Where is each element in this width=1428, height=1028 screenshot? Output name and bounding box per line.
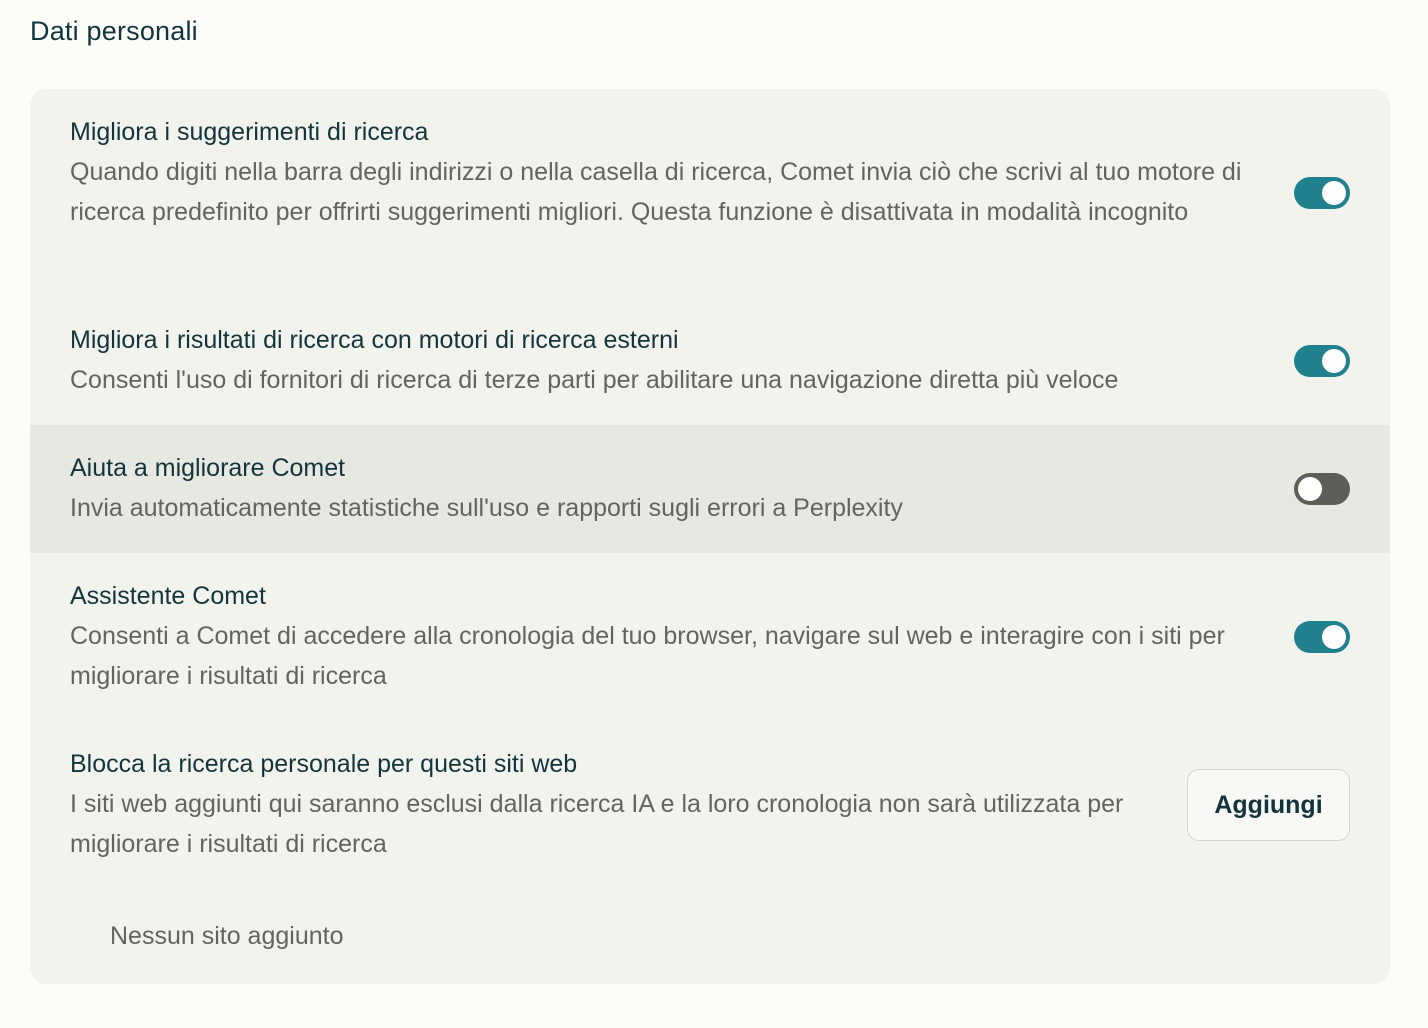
- toggle-knob: [1298, 477, 1322, 501]
- section-title: Dati personali: [30, 16, 198, 46]
- setting-description: Quando digiti nella barra degli indirizzi o nella casella di ricerca, Comet invia ciò che scrivi al tuo motore di ricerca predefinito per offrirti suggerimenti migliori. Questa funzione è disattivata in modalità incognito: [70, 158, 1242, 226]
- setting-row-external-engines: [30, 297, 1390, 425]
- setting-row-comet-assistant: [30, 553, 1390, 721]
- setting-title: Aiuta a migliorare Comet: [70, 454, 346, 482]
- setting-row-search-suggestions: [30, 89, 1390, 297]
- setting-description: Consenti a Comet di accedere alla cronologia del tuo browser, navigare sul web e interagire con i siti per migliorare i risultati di ricerca: [70, 622, 1225, 690]
- search-suggestions-toggle[interactable]: [1294, 177, 1350, 209]
- blocklist-description: I siti web aggiunti qui saranno esclusi dalla ricerca IA e la loro cronologia non sarà utilizzata per migliorare i risultati di ricerca: [70, 790, 1124, 858]
- setting-title: Assistente Comet: [70, 582, 266, 610]
- add-site-button[interactable]: Aggiungi: [1187, 769, 1350, 841]
- setting-description: Consenti l'uso di fornitori di ricerca di terze parti per abilitare una navigazione diretta più veloce: [70, 366, 1119, 394]
- comet-assistant-toggle[interactable]: [1294, 621, 1350, 653]
- setting-title: Migliora i risultati di ricerca con motori di ricerca esterni: [70, 326, 679, 354]
- empty-sites-note: Nessun sito aggiunto: [110, 922, 344, 950]
- setting-row-blocklist: [30, 721, 1390, 984]
- blocklist-title: Blocca la ricerca personale per questi siti web: [70, 750, 578, 778]
- external-engines-toggle[interactable]: [1294, 345, 1350, 377]
- personal-data-card: [30, 89, 1390, 984]
- setting-row-improve-comet: [30, 425, 1390, 553]
- improve-comet-toggle[interactable]: [1294, 473, 1350, 505]
- setting-description: Invia automaticamente statistiche sull'uso e rapporti sugli errori a Perplexity: [70, 494, 903, 522]
- setting-title: Migliora i suggerimenti di ricerca: [70, 118, 429, 146]
- toggle-knob: [1322, 181, 1346, 205]
- toggle-knob: [1322, 625, 1346, 649]
- toggle-knob: [1322, 349, 1346, 373]
